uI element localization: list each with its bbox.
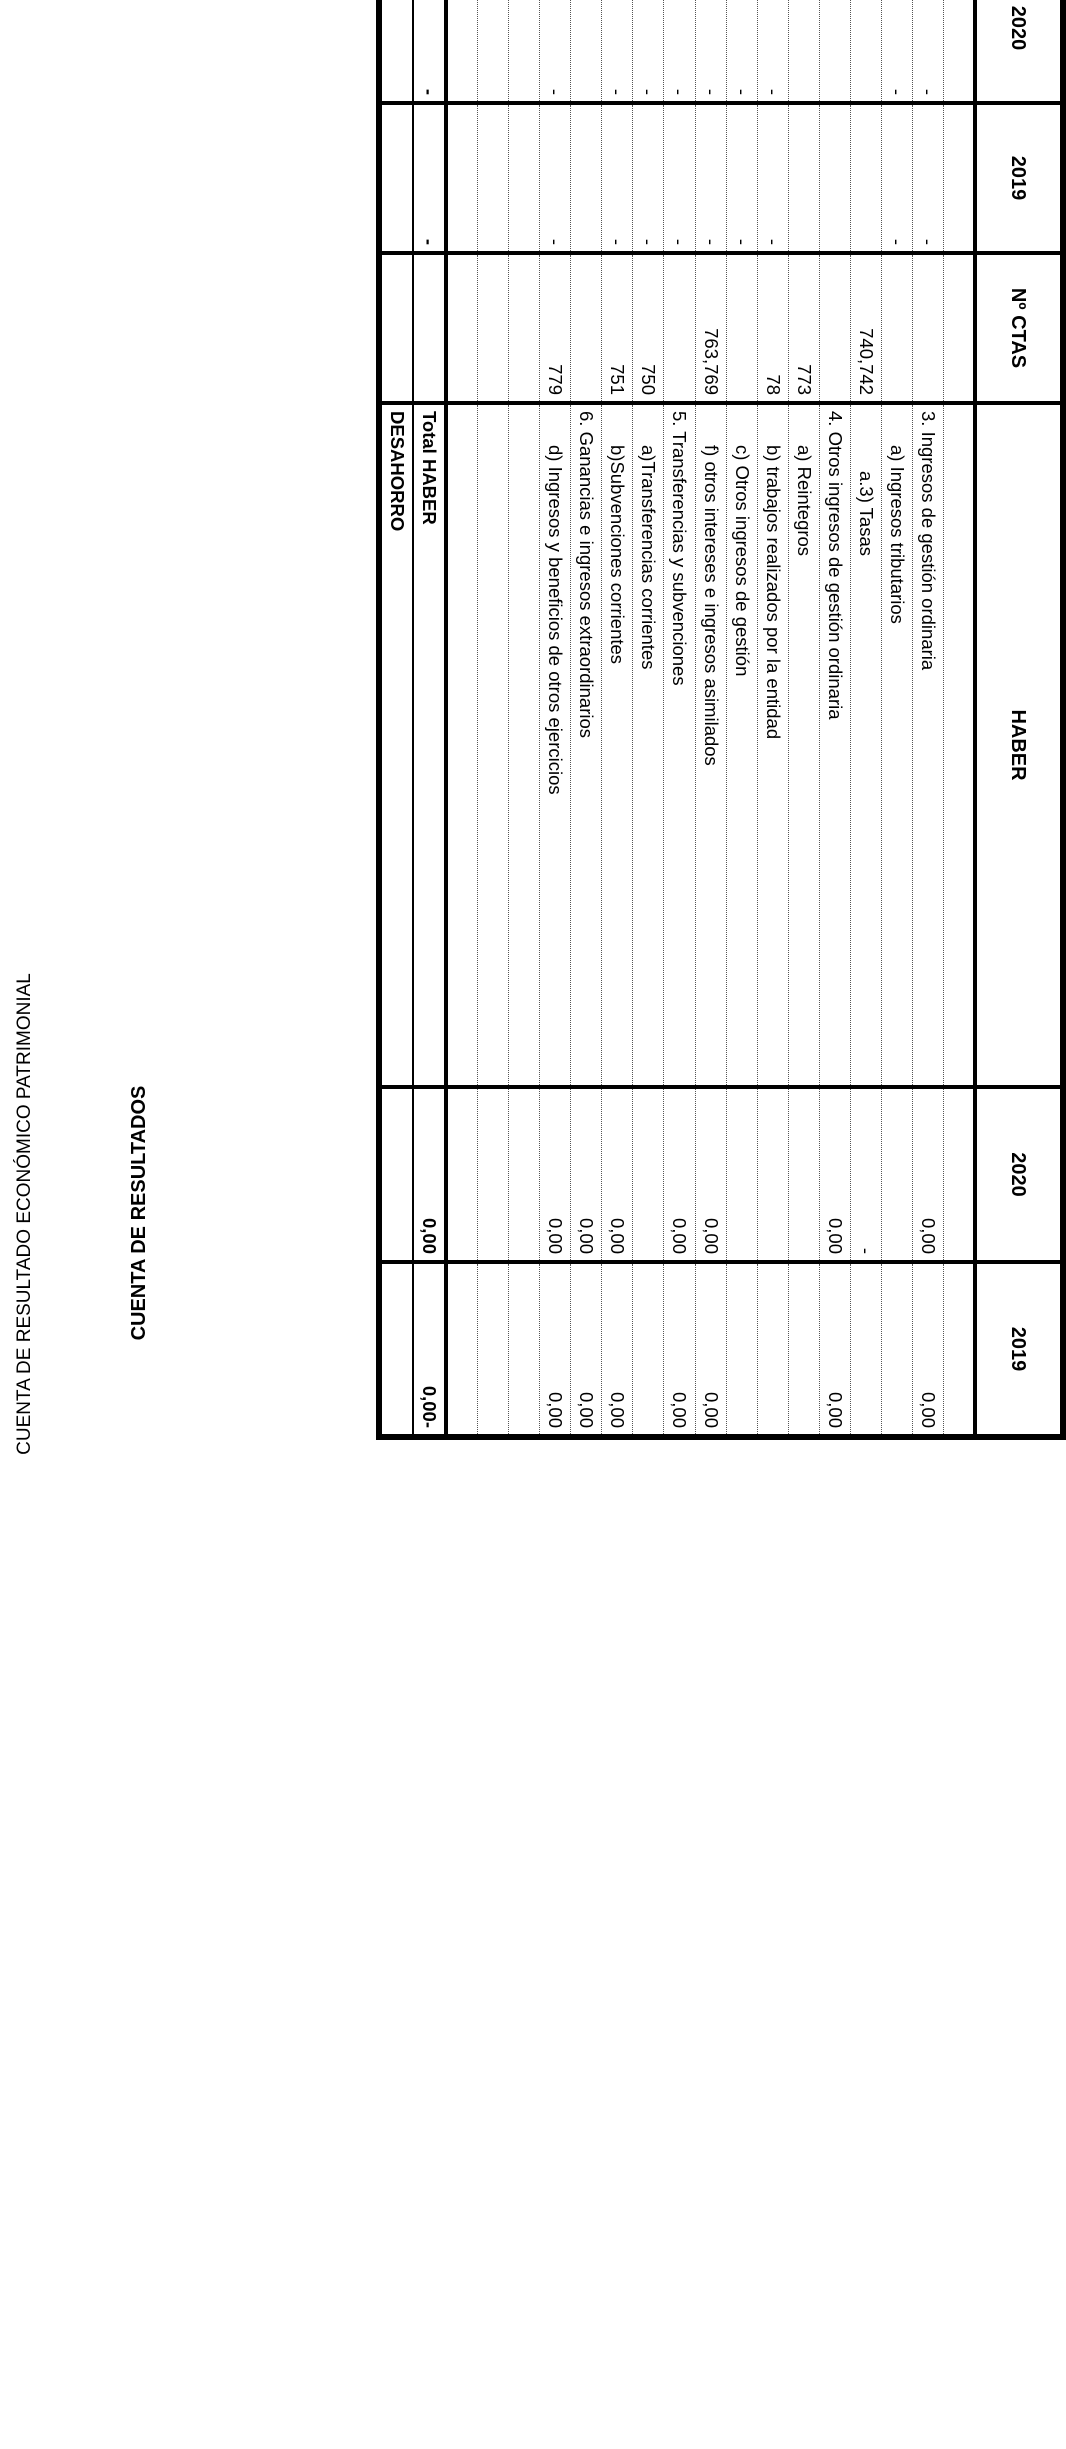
haber-concept-cell: 4. Otros ingresos de gestión ordinaria	[819, 403, 850, 1087]
debe-2019-cell: -	[539, 103, 570, 253]
haber-2020-cell: 0,00	[695, 1087, 726, 1262]
haber-concept-cell: a)Transferencias corrientes	[633, 403, 664, 1087]
haber-concept-cell: 3. Ingresos de gestión ordinaria	[913, 403, 944, 1087]
haber-2019-cell	[851, 1262, 882, 1437]
results-table	[376, 0, 1066, 1440]
haber-2019-cell	[726, 1262, 757, 1437]
table-row	[571, 0, 602, 1437]
debe-2020-cell: -	[757, 0, 788, 103]
haber-concept-cell	[944, 403, 975, 1087]
debe-2020-cell	[944, 0, 975, 103]
haber-concept-cell: a.3) Tasas	[851, 403, 882, 1087]
haber-account-cell	[571, 253, 602, 403]
table-row	[944, 0, 975, 1437]
desahorro-label: DESAHORRO	[379, 403, 413, 1087]
haber-2019-cell: 0,00	[539, 1262, 570, 1437]
table-body	[379, 0, 975, 1437]
debe-2020-cell	[571, 0, 602, 103]
haber-2019-cell	[757, 1262, 788, 1437]
haber-2019-cell: 0,00	[602, 1262, 633, 1437]
debe-2020-cell: -	[726, 0, 757, 103]
total-haber-account-cell	[413, 253, 447, 403]
document-subtitle: CUENTA DE RESULTADOS	[128, 1085, 150, 1341]
haber-concept-cell: 6. Ganancias e ingresos extraordinarios	[571, 403, 602, 1087]
total-debe-2019: -	[413, 103, 447, 253]
haber-concept-cell: d) Ingresos y beneficios de otros ejercicios	[539, 403, 570, 1087]
haber-account-cell	[944, 253, 975, 403]
total-haber-label: Total HABER	[413, 403, 447, 1087]
table-row	[602, 0, 633, 1437]
debe-2020-cell	[477, 0, 508, 103]
haber-2020-cell	[757, 1087, 788, 1262]
haber-2020-cell	[944, 1087, 975, 1262]
haber-account-cell: 763,769	[695, 253, 726, 403]
table-row	[882, 0, 913, 1437]
header-2020-haber: 2020	[975, 1087, 1063, 1262]
debe-2019-cell: -	[602, 103, 633, 253]
haber-account-cell: 751	[602, 253, 633, 403]
debe-2020-cell: -	[913, 0, 944, 103]
haber-account-cell: 750	[633, 253, 664, 403]
haber-2019-cell: 0,00	[664, 1262, 695, 1437]
haber-2020-cell: 0,00	[602, 1087, 633, 1262]
haber-account-cell	[726, 253, 757, 403]
debe-2019-cell: -	[726, 103, 757, 253]
haber-account-cell	[664, 253, 695, 403]
table-row	[788, 0, 819, 1437]
table-row	[446, 0, 477, 1437]
haber-2020-cell: 0,00	[571, 1087, 602, 1262]
desahorro-2020	[379, 1087, 413, 1262]
table-row	[664, 0, 695, 1437]
result-haber-account-cell	[379, 253, 413, 403]
haber-2020-cell: 0,00	[664, 1087, 695, 1262]
result-row	[379, 0, 413, 1437]
debe-2020-cell	[851, 0, 882, 103]
debe-2019-cell	[508, 103, 539, 253]
haber-account-cell	[819, 253, 850, 403]
table-row	[539, 0, 570, 1437]
haber-concept-cell	[508, 403, 539, 1087]
table-row	[726, 0, 757, 1437]
haber-account-cell: 740,742	[851, 253, 882, 403]
haber-2020-cell	[446, 1087, 477, 1262]
total-debe-2020: -	[413, 0, 447, 103]
header-ctas-haber: Nº CTAS	[975, 253, 1063, 403]
haber-concept-cell: f) otros intereses e ingresos asimilados	[695, 403, 726, 1087]
haber-concept-cell	[446, 403, 477, 1087]
debe-2020-cell	[819, 0, 850, 103]
debe-2020-cell: -	[664, 0, 695, 103]
haber-concept-cell: a) Ingresos tributarios	[882, 403, 913, 1087]
debe-2019-cell: -	[695, 103, 726, 253]
haber-2020-cell: 0,00	[913, 1087, 944, 1262]
debe-2019-cell: -	[757, 103, 788, 253]
debe-2019-cell	[446, 103, 477, 253]
haber-concept-cell: 5. Transferencias y subvenciones	[664, 403, 695, 1087]
haber-account-cell: 779	[539, 253, 570, 403]
table-row	[477, 0, 508, 1437]
haber-concept-cell: b) trabajos realizados por la entidad	[757, 403, 788, 1087]
table-row	[508, 0, 539, 1437]
haber-2020-cell: 0,00	[819, 1087, 850, 1262]
haber-2020-cell	[508, 1087, 539, 1262]
table-row	[695, 0, 726, 1437]
haber-2019-cell	[944, 1262, 975, 1437]
table-row	[913, 0, 944, 1437]
debe-2020-cell: -	[539, 0, 570, 103]
haber-account-cell: 78	[757, 253, 788, 403]
debe-2019-cell	[851, 103, 882, 253]
debe-2019-cell	[477, 103, 508, 253]
haber-account-cell: 773	[788, 253, 819, 403]
debe-2019-cell	[571, 103, 602, 253]
haber-account-cell	[882, 253, 913, 403]
haber-concept-cell: c) Otros ingresos de gestión	[726, 403, 757, 1087]
haber-2020-cell	[477, 1087, 508, 1262]
haber-2019-cell	[882, 1262, 913, 1437]
debe-2019-cell	[819, 103, 850, 253]
ahorro-2020	[379, 0, 413, 103]
haber-2019-cell	[633, 1262, 664, 1437]
haber-concept-cell	[477, 403, 508, 1087]
debe-2019-cell: -	[633, 103, 664, 253]
haber-2019-cell: 0,00	[695, 1262, 726, 1437]
debe-2020-cell: -	[633, 0, 664, 103]
table-row	[851, 0, 882, 1437]
ahorro-2019	[379, 103, 413, 253]
rotated-table-container	[376, 0, 1066, 1434]
header-2019-debe: 2019	[975, 103, 1063, 253]
haber-2019-cell	[446, 1262, 477, 1437]
debe-2019-cell: -	[913, 103, 944, 253]
header-haber: HABER	[975, 403, 1063, 1087]
debe-2020-cell: -	[695, 0, 726, 103]
haber-2019-cell: 0,00	[819, 1262, 850, 1437]
haber-2020-cell	[633, 1087, 664, 1262]
haber-2020-cell	[788, 1087, 819, 1262]
haber-account-cell	[446, 253, 477, 403]
document-title: CUENTA DE RESULTADO ECONÓMICO PATRIMONIAL	[14, 973, 35, 1455]
header-2019-haber: 2019	[975, 1262, 1063, 1437]
debe-2020-cell	[508, 0, 539, 103]
debe-2020-cell	[446, 0, 477, 103]
haber-account-cell	[508, 253, 539, 403]
total-haber-2019: 0,00-	[413, 1262, 447, 1437]
debe-2019-cell: -	[882, 103, 913, 253]
debe-2020-cell: -	[602, 0, 633, 103]
haber-concept-cell: a) Reintegros	[788, 403, 819, 1087]
desahorro-2019	[379, 1262, 413, 1437]
haber-account-cell	[477, 253, 508, 403]
haber-2019-cell	[788, 1262, 819, 1437]
total-row	[413, 0, 447, 1437]
haber-2020-cell	[726, 1087, 757, 1262]
total-haber-2020: 0,00	[413, 1087, 447, 1262]
haber-2019-cell	[508, 1262, 539, 1437]
debe-2019-cell: -	[664, 103, 695, 253]
haber-account-cell	[913, 253, 944, 403]
debe-2019-cell	[944, 103, 975, 253]
haber-2020-cell: -	[851, 1087, 882, 1262]
haber-2019-cell	[477, 1262, 508, 1437]
table-row	[757, 0, 788, 1437]
header-2020-debe: 2020	[975, 0, 1063, 103]
haber-2020-cell	[882, 1087, 913, 1262]
debe-2020-cell: -	[882, 0, 913, 103]
haber-2020-cell: 0,00	[539, 1087, 570, 1262]
table-header-row	[975, 0, 1063, 1437]
debe-2019-cell	[788, 103, 819, 253]
table-row	[633, 0, 664, 1437]
haber-2019-cell: 0,00	[913, 1262, 944, 1437]
haber-concept-cell: b)Subvenciones corrientes	[602, 403, 633, 1087]
haber-2019-cell: 0,00	[571, 1262, 602, 1437]
debe-2020-cell	[788, 0, 819, 103]
table-row	[819, 0, 850, 1437]
